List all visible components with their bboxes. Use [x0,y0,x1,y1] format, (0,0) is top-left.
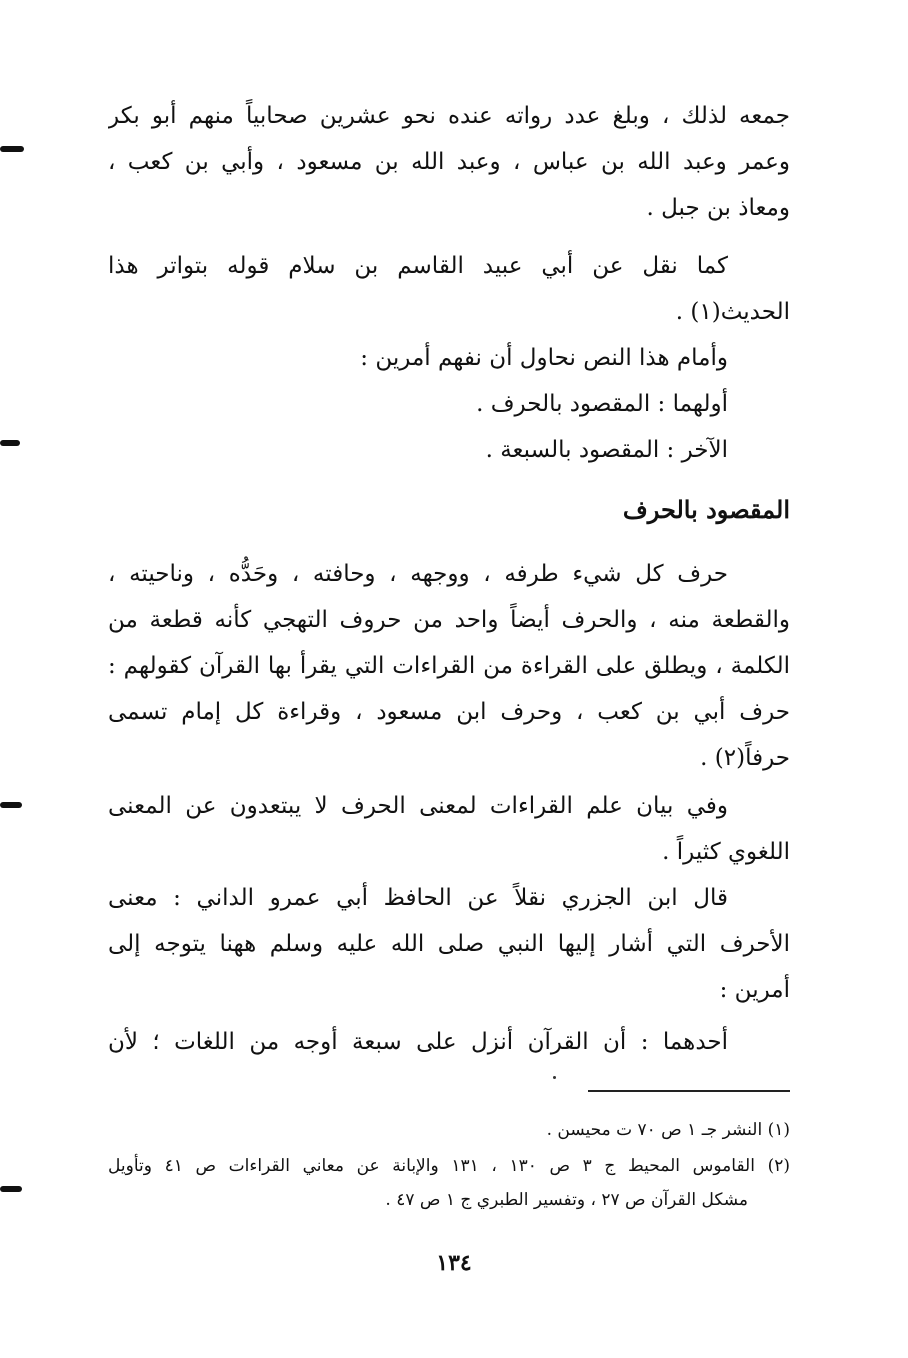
text-line: وفي بيان علم القراءات لمعنى الحرف لا يبتعدون عن المعنى [108,793,728,819]
binding-mark [0,802,22,808]
text-line: وعمر وعبد الله بن عباس ، وعبد الله بن مسعود ، وأبي بن كعب ، [108,149,790,175]
text-line: جمعه لذلك ، وبلغ عدد رواته عنده نحو عشرين صحابياً منهم أبو بكر [108,103,790,129]
binding-mark [0,146,24,152]
text-line: قال ابن الجزري نقلاً عن الحافظ أبي عمرو الداني : معنى [108,885,728,911]
text-line: حرف كل شيء طرفه ، ووجهه ، وحافته ، وحَدُّه ، وناحيته ، [108,561,728,587]
text-line: حرف أبي بن كعب ، وحرف ابن مسعود ، وقراءة كل إمام تسمى [108,699,790,725]
footnote: (٢) القاموس المحيط ج ٣ ص ١٣٠ ، ١٣١ والإبانة عن معاني القراءات ص ٤١ وتأويل [108,1156,790,1176]
speck [553,1076,556,1079]
text-line: اللغوي كثيراً . [662,839,790,865]
text-line: الكلمة ، ويطلق على القراءة من القراءات التي يقرأ بها القرآن كقولهم : [108,653,790,679]
footnote-rule [588,1090,790,1092]
text-line: أولهما : المقصود بالحرف . [476,391,728,417]
footnote: (١) النشر جـ ١ ص ٧٠ ت محيسن . [546,1120,790,1140]
text-line: الأحرف التي أشار إليها النبي صلى الله عليه وسلم ههنا يتوجه إلى [108,931,790,957]
text-line: الحديث(١) . [675,299,790,325]
text-line: والقطعة منه ، والحرف أيضاً واحد من حروف التهجي كأنه قطعة من [108,607,790,633]
text-line: أحدهما : أن القرآن أنزل على سبعة أوجه من اللغات ؛ لأن [108,1029,728,1055]
footnote: مشكل القرآن ص ٢٧ ، وتفسير الطبري ج ١ ص ٤٧ . [385,1190,748,1210]
text-line: أمرين : [719,977,790,1003]
text-line: ومعاذ بن جبل . [646,195,790,221]
text-line: وأمام هذا النص نحاول أن نفهم أمرين : [360,345,728,371]
text-line: حرفاً(٢) . [700,745,790,771]
text-line: الآخر : المقصود بالسبعة . [485,437,728,463]
section-heading: المقصود بالحرف [622,495,790,524]
binding-mark [0,1186,22,1192]
text-line: كما نقل عن أبي عبيد القاسم بن سلام قوله بتواتر هذا [108,253,728,279]
page-number: ١٣٤ [436,1250,472,1276]
binding-mark [0,440,20,446]
